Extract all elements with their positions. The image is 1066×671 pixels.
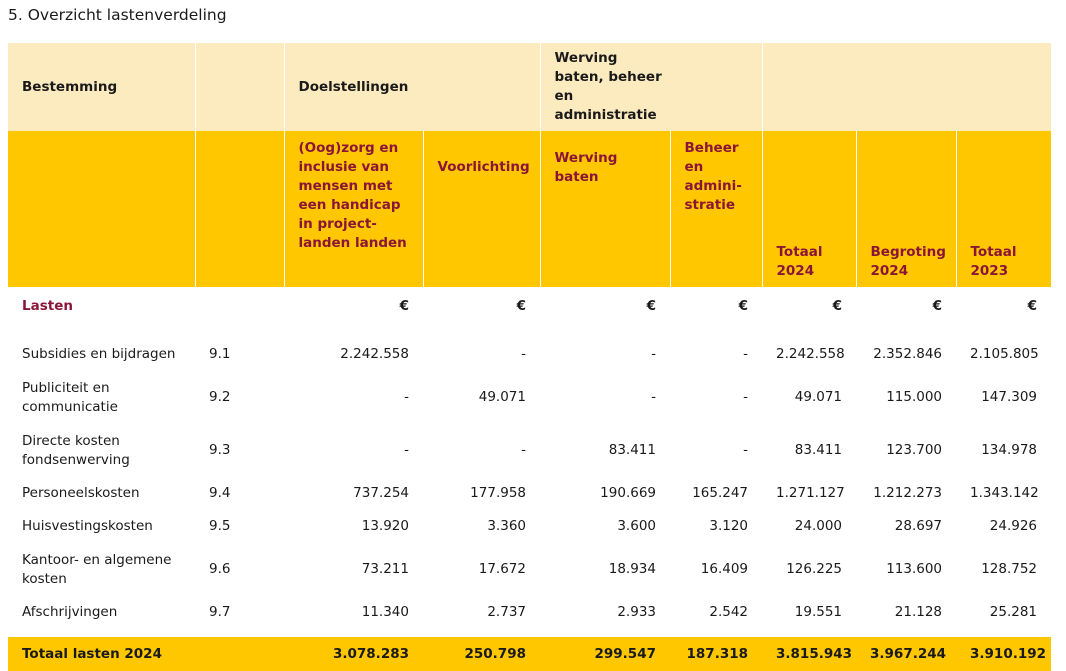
subheader-blank-note	[195, 131, 284, 287]
currency-symbol: €	[1027, 298, 1038, 314]
row-note: 9.4	[209, 485, 231, 501]
lastenverdeling-table	[8, 43, 1051, 671]
table-row	[8, 543, 1051, 596]
header-werving-line: administratie	[554, 107, 657, 123]
cell-value: 177.958	[470, 485, 526, 501]
cell-value: -	[743, 389, 749, 405]
header-werving-line: en	[554, 88, 574, 104]
cell-value: -	[521, 346, 526, 362]
table-row	[8, 596, 1051, 629]
currency-symbol: €	[399, 298, 409, 314]
cell-value: 83.411	[794, 442, 843, 458]
subheader-totaal-2023	[956, 131, 1051, 287]
cell-value: 2.352.846	[873, 346, 943, 362]
cell-value: 18.934	[608, 561, 656, 577]
table-row	[8, 424, 1051, 477]
cell-value: 2.105.805	[970, 346, 1039, 362]
subheader-line: 2023	[970, 263, 1009, 279]
cell-value: 126.225	[786, 561, 843, 577]
cell-value: -	[743, 346, 749, 362]
cell-value: 113.600	[886, 561, 943, 577]
total-value: 3.815.943	[762, 637, 856, 671]
cell-value: 16.409	[700, 561, 749, 577]
header-werving-line: Werving	[554, 50, 618, 66]
header-row-top	[8, 43, 1051, 131]
row-note: 9.3	[209, 442, 231, 458]
subheader-line: Beheer	[684, 140, 739, 156]
table-row	[8, 477, 1051, 510]
cell-value: 128.752	[981, 561, 1038, 577]
subheader-line: Totaal	[776, 244, 823, 260]
total-value: 3.078.283	[284, 637, 423, 671]
cell-value: 11.340	[361, 604, 409, 620]
lasten-label: Lasten	[22, 298, 73, 314]
subheader-line: een handicap	[298, 197, 401, 213]
cell-value: 165.247	[692, 485, 749, 501]
cell-value: -	[521, 442, 526, 458]
cell-value: 19.551	[794, 604, 843, 620]
row-note: 9.1	[209, 346, 231, 362]
spacer-row	[8, 325, 1051, 338]
total-value: 187.318	[670, 637, 762, 671]
subheader-line: Werving	[554, 150, 618, 166]
cell-value: 2.542	[709, 604, 749, 620]
total-row	[8, 637, 1051, 671]
currency-symbol: €	[832, 298, 843, 314]
subheader-oogzorg	[284, 131, 423, 287]
subheader-line: 2024	[776, 263, 815, 279]
total-label: Totaal lasten 2024	[8, 637, 284, 671]
total-value: 299.547	[540, 637, 670, 671]
cell-value: -	[404, 442, 409, 458]
subheader-line: (Oog)zorg en	[298, 140, 399, 156]
cell-value: 190.669	[600, 485, 656, 501]
currency-symbol: €	[646, 298, 656, 314]
page-title: 5. Overzicht lastenverdeling	[8, 6, 227, 24]
cell-value: 17.672	[478, 561, 526, 577]
subheader-werving-baten	[540, 131, 670, 287]
cell-value: 1.212.273	[873, 485, 943, 501]
subheader-line: in project-	[298, 216, 377, 232]
subheader-begroting-2024	[856, 131, 956, 287]
cell-value: 28.697	[894, 518, 943, 534]
header-werving-line: baten, beheer	[554, 69, 662, 85]
subheader-totaal-2024	[762, 131, 856, 287]
total-value: 250.798	[423, 637, 540, 671]
cell-value: 3.600	[617, 518, 656, 534]
table-row	[8, 510, 1051, 543]
subheader-blank	[8, 131, 195, 287]
row-note: 9.2	[209, 389, 231, 405]
row-label: Subsidies en bijdragen	[22, 346, 176, 362]
table-row	[8, 371, 1051, 424]
spacer-row	[8, 629, 1051, 637]
row-label: Huisvestingskosten	[22, 518, 153, 534]
cell-value: 24.000	[794, 518, 843, 534]
total-value: 3.967.244	[856, 637, 956, 671]
subheader-line: Totaal	[970, 244, 1017, 260]
subheader-line: 2024	[870, 263, 909, 279]
currency-symbol: €	[932, 298, 943, 314]
header-werving-beheer	[540, 43, 762, 131]
subheader-line: en	[684, 159, 704, 175]
row-note: 9.5	[209, 518, 231, 534]
cell-value: 49.071	[794, 389, 843, 405]
subheader-line: Begroting	[870, 244, 946, 260]
cell-value: 147.309	[981, 389, 1038, 405]
cell-value: 3.120	[709, 518, 749, 534]
cell-value: 115.000	[886, 389, 943, 405]
cell-value: 24.926	[989, 518, 1038, 534]
cell-value: 737.254	[353, 485, 409, 501]
cell-value: 25.281	[989, 604, 1038, 620]
subheader-beheer	[670, 131, 762, 287]
cell-value: 83.411	[608, 442, 656, 458]
currency-symbol: €	[738, 298, 749, 314]
currency-row	[8, 287, 1051, 325]
header-bestemming: Bestemming	[8, 43, 195, 131]
header-doelstellingen: Doelstellingen	[284, 43, 540, 131]
subheader-line: landen landen	[298, 235, 407, 251]
cell-value: 73.211	[361, 561, 409, 577]
cell-value: 2.242.558	[776, 346, 845, 362]
row-label: Afschrijvingen	[22, 604, 118, 620]
subheader-voorlichting: Voorlichting	[423, 131, 540, 287]
cell-value: 13.920	[361, 518, 409, 534]
table-row	[8, 338, 1051, 371]
cell-value: 134.978	[981, 442, 1038, 458]
cell-value: 2.242.558	[340, 346, 409, 362]
cell-value: -	[404, 389, 409, 405]
cell-value: 2.933	[617, 604, 656, 620]
subheader-line: mensen met	[298, 178, 393, 194]
cell-value: 21.128	[894, 604, 943, 620]
row-label: Directe kosten fondsenwerving	[22, 432, 130, 468]
header-row-sub	[8, 131, 1051, 287]
cell-value: 1.343.142	[970, 485, 1039, 501]
subheader-line: stratie	[684, 197, 735, 213]
currency-blank	[195, 287, 284, 325]
cell-value: 2.737	[487, 604, 526, 620]
row-note: 9.7	[209, 604, 231, 620]
subheader-line: inclusie van	[298, 159, 390, 175]
row-label: Publiciteit en communicatie	[22, 379, 118, 415]
header-note-blank	[195, 43, 284, 131]
cell-value: 1.271.127	[776, 485, 845, 501]
cell-value: -	[743, 442, 749, 458]
row-note: 9.6	[209, 561, 231, 577]
subheader-line: admini-	[684, 178, 742, 194]
cell-value: 49.071	[478, 389, 526, 405]
row-label: Personeelskosten	[22, 485, 140, 501]
total-value: 3.910.192	[956, 637, 1051, 671]
currency-symbol: €	[516, 298, 526, 314]
cell-value: 3.360	[487, 518, 526, 534]
subheader-line: baten	[554, 169, 599, 185]
header-totals-blank	[762, 43, 1051, 131]
row-label: Kantoor- en algemene kosten	[22, 551, 172, 587]
cell-value: -	[651, 346, 656, 362]
cell-value: -	[651, 389, 656, 405]
cell-value: 123.700	[886, 442, 943, 458]
